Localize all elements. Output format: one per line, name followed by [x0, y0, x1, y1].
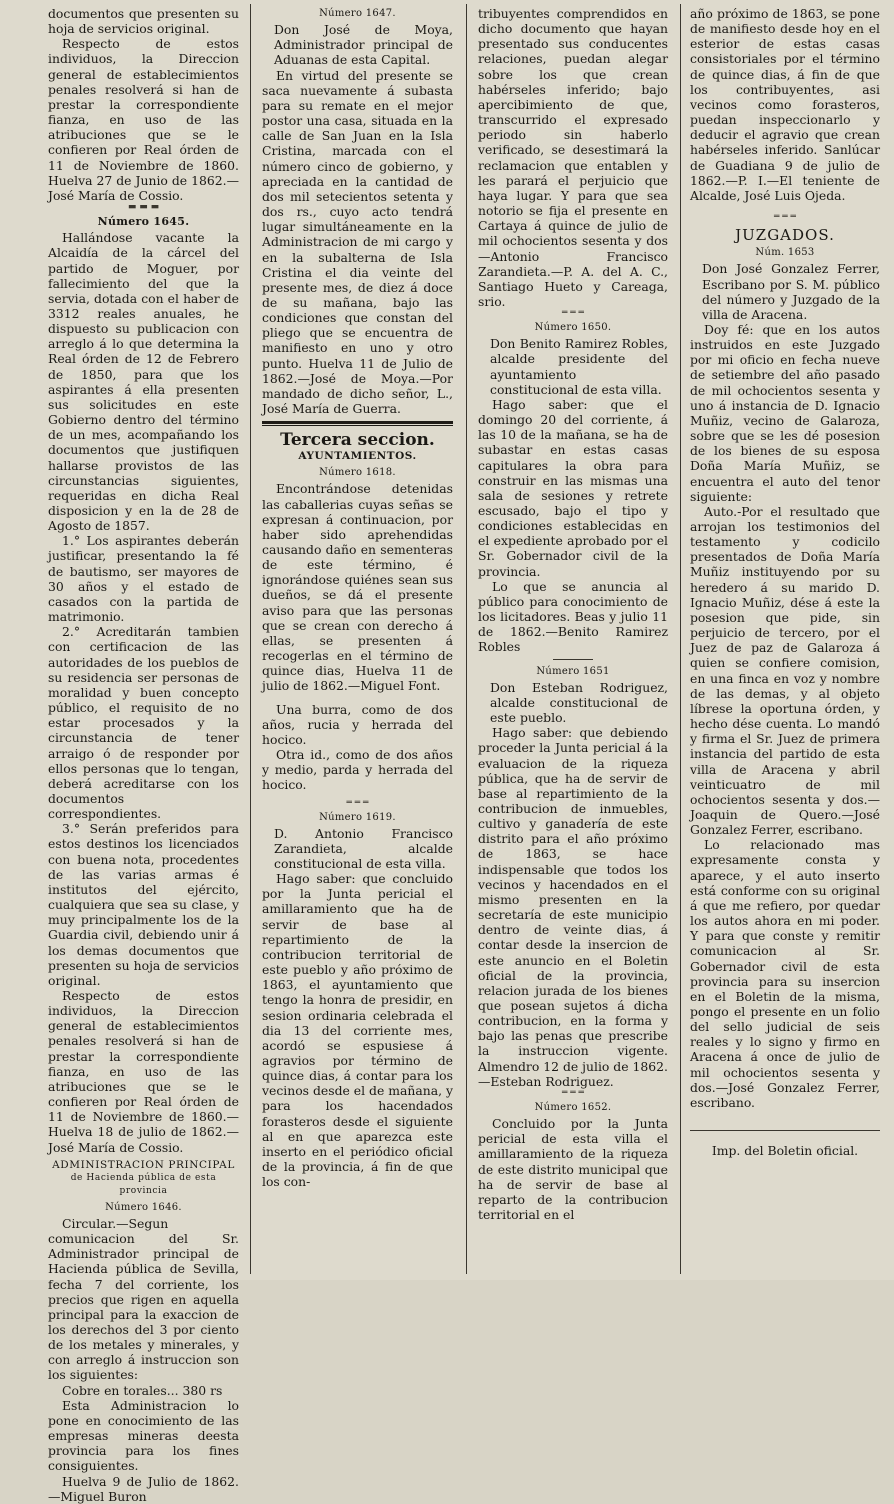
- notice-number: Número 1618.: [319, 467, 396, 479]
- section-rule: [262, 421, 453, 424]
- text-paragraph: Hallándose vacante la Alcaidía de la cárcel del partido de Moguer, por fallecimiento del que la servia, dotada con el haber de 3312 reales anuales, he dispuesto su publicacion con arreglo á lo que determina la Real órden de 12 de Febrero de 1850, para que los aspirantes á ella presenten sus solicitudes en este Gobierno dentro del término de un mes, acompañando los documentos que justifiquen hallarse provistos de las circunstancias siguientes, requeridas en dicha Real disposicion y en la de 28 de Agosto de 1857.: [48, 230, 239, 534]
- text-paragraph: Hago saber: que concluido por la Junta pericial el amillaramiento que ha de servir de base al repartimiento de la contribucion territorial de este pueblo y año próximo de 1863, el ayuntamiento que tengo la honra de presidir, en sesion ordinaria celebrada el dia 13 del corriente mes, acordó se espusiese á agravios por término de quince dias, á contar para los vecinos desde el de mañana, y para los hacendados forasteros desde el siguiente al en que aparezca este inserto en el periódico oficial de la provincia, á fin de que los con-: [262, 871, 453, 1190]
- notice-number: Número 1647.: [319, 8, 396, 19]
- notice-number: Número 1645.: [97, 215, 190, 229]
- text-paragraph: Hago saber: que el domingo 20 del corriente, á las 10 de la mañana, se ha de subastar en estas casas capitulares la obra para construir en las mismas una sala de sesiones y retrete escusado, bajo el tipo y condiciones establecidas en el expediente aprobado por el Sr. Gobernador civil de la provincia.: [478, 396, 668, 579]
- text-paragraph: Encontrándose detenidas las caballerias cuyas señas se expresan á continuacion, por haber sido aprehendidas causando daño en sementeras de este término, é ignorándose quiénes sean sus dueños, se dá el presente aviso para que las personas que se crean con derecho á ellas, se presenten á recogerlas en el término de quince dias, Huelva 11 de julio de 1862.—Miguel Font.: [262, 481, 453, 694]
- ornament-divider: ═ ═ ═: [774, 212, 796, 223]
- section-header: ADMINISTRACION PRINCIPAL: [52, 1158, 235, 1171]
- text-paragraph: Otra id., como de dos años y medio, parda y herrada del hocico.: [262, 747, 453, 793]
- text-paragraph: Una burra, como de dos años, rucia y herrada del hocico.: [262, 701, 453, 747]
- section-subtitle: AYUNTAMIENTOS.: [298, 450, 417, 463]
- section-title: Tercera seccion.: [280, 430, 435, 451]
- notice-number: Núm. 1653: [755, 247, 815, 259]
- section-title: JUZGADOS.: [735, 226, 835, 245]
- text-paragraph: Concluido por la Junta pericial de esta villa el amillaramiento de la riqueza de este distrito municipal que ha de servir de base al reparto de la contribucion territorial en el: [478, 1116, 668, 1223]
- text-paragraph: Lo relacionado mas expresamente consta y aparece, y el auto inserto está conforme con su original á que me refiero, por quedar los autos ahora en mi poder. Y para que conste y remitir comunicacion al Sr. Gobernador civil de esta provincia para su insercion en el Boletin de la misma, pongo el presente en un folio del sello judicial de seis reales y lo signo y firmo en Aracena á once de julio de mil ochocientos sesenta y dos.—José Gonzalez Ferrer, escribano.: [690, 837, 880, 1110]
- text-paragraph: Don Esteban Rodriguez, alcalde constitucional de este pueblo.: [490, 679, 668, 726]
- notice-number: Número 1650.: [534, 322, 612, 334]
- ornament-divider: ▬ ▬ ▬: [127, 202, 160, 213]
- text-paragraph: Don Benito Ramirez Robles, alcalde presidente del ayuntamiento constitucional de esta villa.: [490, 336, 668, 397]
- column-rule: [250, 4, 251, 1274]
- notice-number: Número 1619.: [319, 811, 396, 823]
- notice-number: Número 1646.: [105, 1201, 182, 1213]
- text-paragraph: Don José Gonzalez Ferrer, Escribano por S. M. público del número y Juzgado de la villa de Aracena.: [702, 261, 880, 322]
- text-paragraph: Lo que se anuncia al público para conocimiento de los licitadores. Beas y julio 11 de 1862.—Benito Ramirez Robles: [478, 578, 668, 655]
- short-divider: [553, 659, 593, 660]
- text-paragraph: Hago saber: que debiendo proceder la Junta pericial á la evaluacion de la riqueza pública, que ha de servir de base al repartimiento de la contribucion de inmuebles, cultivo y ganadería de este distrito para el año próximo de 1863, se hace indispensable que todos los vecinos y hacendados en el mismo presenten en la secretaría de este municipio dentro de veinte dias, á contar desde la insercion de este anuncio en el Boletin oficial de la provincia, relacion jurada de los bienes que posean sujetos á dicha contribucion, en la forma y bajo las penas que prescribe la instruccion vigente. Almendro 12 de julio de 1862.—Esteban Rodriguez.: [478, 725, 668, 1089]
- column-3: [478, 6, 668, 1274]
- column-rule: [680, 4, 681, 1274]
- section-rule: [262, 425, 453, 426]
- text-paragraph: documentos que presenten su hoja de servicios original.: [48, 6, 239, 37]
- section-subheader: de Hacienda pública de esta provincia: [70, 1172, 217, 1196]
- text-paragraph: Cobre en torales... 380 rs: [62, 1382, 223, 1398]
- notice-number: Número 1651: [536, 665, 610, 677]
- column-rule: [466, 4, 467, 1274]
- notice-number: Número 1652.: [534, 1101, 612, 1113]
- text-paragraph: Huelva 9 de Julio de 1862.—Miguel Buron: [48, 1473, 239, 1504]
- text-paragraph: Esta Administracion lo pone en conocimiento de las empresas mineras deesta provincia para los fines consiguientes.: [48, 1397, 239, 1474]
- ornament-divider: ═ ═ ═: [562, 308, 584, 319]
- text-paragraph: Don José de Moya, Administrador principal de Aduanas de esta Capital.: [274, 22, 453, 68]
- column-4: [690, 6, 880, 1274]
- text-paragraph: Circular.—Segun comunicacion del Sr. Administrador principal de Hacienda pública de Sevilla, fecha 7 del corriente, los precios que rigen en aquella principal para la exaccion de los derechos del 3 por ciento de los metales y minerales, y con arreglo á instruccion son los siguientes:: [48, 1215, 239, 1383]
- text-paragraph: tribuyentes comprendidos en dicho documento que hayan presentado sus conducentes relaciones, puedan alegar sobre los que crean habérseles inferido; bajo apercibimiento de que, transcurrido el expresado periodo sin haberlo verificado, se desestimará la reclamacion que entablen y les parará el perjuicio que haya lugar. Y para que sea notorio se fija el presente en Cartaya á quince de julio de mil ochocientos sesenta y dos —Antonio Francisco Zarandieta.—P. A. del A. C., Santiago Hueto y Careaga, srio.: [478, 6, 668, 309]
- text-paragraph: Auto.-Por el resultado que arrojan los testimonios del testamento y codicilo presentados de Doña María Muñiz instituyendo por su heredero á su marido D. Ignacio Muñiz, dése á este la posesion que pide, sin perjuicio de tercero, por el Juez de paz de Galaroza á quien se confiere comision, en una finca en voz y nombre de las demas, y al objeto líbrese la oportuna órden, y hecho dése cuenta. Lo mandó y firma el Sr. Juez de primera instancia del partido de esta villa de Aracena y abril veinticuatro de mil ochocientos sesenta y dos.—Joaquin de Quero.—José Gonzalez Ferrer, escribano.: [690, 503, 880, 838]
- ornament-divider: ═ ═ ═: [346, 797, 369, 808]
- text-paragraph: Doy fé: que en los autos instruidos en este Juzgado por mi oficio en fecha nueve de setiembre del año pasado de mil ochocientos sesenta y uno á instancia de D. Ignacio Muñiz, vecino de Galaroza, sobre que se les dé posesion de los bienes de su esposa Doña María Muñiz, se encuentra el auto del tenor siguiente:: [690, 321, 880, 504]
- text-paragraph: 2.° Acreditarán tambien con certificacion de las autoridades de los pueblos de su residencia ser personas de moralidad y buen concepto público, el requisito de no estar procesados y la circunstancia de tener arraigo ó de responder por ellos personas que lo tengan, deberá acreditarse con los documentos correspondientes.: [48, 624, 239, 822]
- column-1: [48, 6, 239, 1504]
- text-paragraph: 3.° Serán preferidos para estos destinos los licenciados con buena nota, procedentes de las varias armas é institutos del ejército, cualquiera que sea su clase, y muy principalmente los de la Guardia civil, debiendo unir á los demas documentos que presenten su hoja de servicios original.: [48, 821, 239, 988]
- ornament-divider: ═ ═ ═: [562, 1087, 584, 1098]
- text-paragraph: En virtud del presente se saca nuevamente á subasta para su remate en el mejor postor una casa, situada en la calle de San Juan en la Isla Cristina, marcada con el número cinco de gobierno, y apreciada en la cantidad de dos mil setecientos setenta y dos rs., cuyo acto tendrá lugar simultáneamente en la Administracion de mi cargo y en la subalterna de Isla Cristina el dia veinte del presente mes, de diez á doce de su mañana, bajo las condiciones que constan del pliego que se encuentra de manifiesto en uno y otro punto. Huelva 11 de Julio de 1862.—José de Moya.—Por mandado de dicho señor, L., José María de Guerra.: [262, 67, 453, 417]
- text-paragraph: D. Antonio Francisco Zarandieta, alcalde constitucional de esta villa.: [274, 825, 453, 871]
- text-paragraph: año próximo de 1863, se pone de manifiesto desde hoy en el esterior de estas casas consistoriales por el término de quince dias, á fin de que los contribuyentes, asi vecinos como forasteros, puedan inspeccionarlo y deducir el agravio que crean habérseles inferido. Sanlúcar de Guadiana 9 de julio de 1862.—P. I.—El teniente de Alcalde, José Luis Ojeda.: [690, 6, 880, 203]
- printer-footer: Imp. del Boletin oficial.: [690, 1130, 880, 1158]
- text-paragraph: Respecto de estos individuos, la Direccion general de establecimientos penales resolverá si han de prestar la correspondiente fianza, en uso de las atribuciones que se le confieren por Real órden de 11 de Noviembre de 1860.—Huelva 18 de julio de 1862.—José María de Cossio.: [48, 988, 239, 1155]
- column-2: [262, 6, 453, 1274]
- text-paragraph: Respecto de estos individuos, la Direccion general de establecimientos penales resolverá si han de prestar la correspondiente fianza, en uso de las atribuciones que se le confieren por Real órden de 11 de Noviembre de 1860. Huelva 27 de Junio de 1862.—José María de Cossio.: [48, 36, 239, 203]
- text-paragraph: 1.° Los aspirantes deberán justificar, presentando la fé de bautismo, ser mayores de 30 años y el estado de casados con la partida de matrimonio.: [48, 533, 239, 625]
